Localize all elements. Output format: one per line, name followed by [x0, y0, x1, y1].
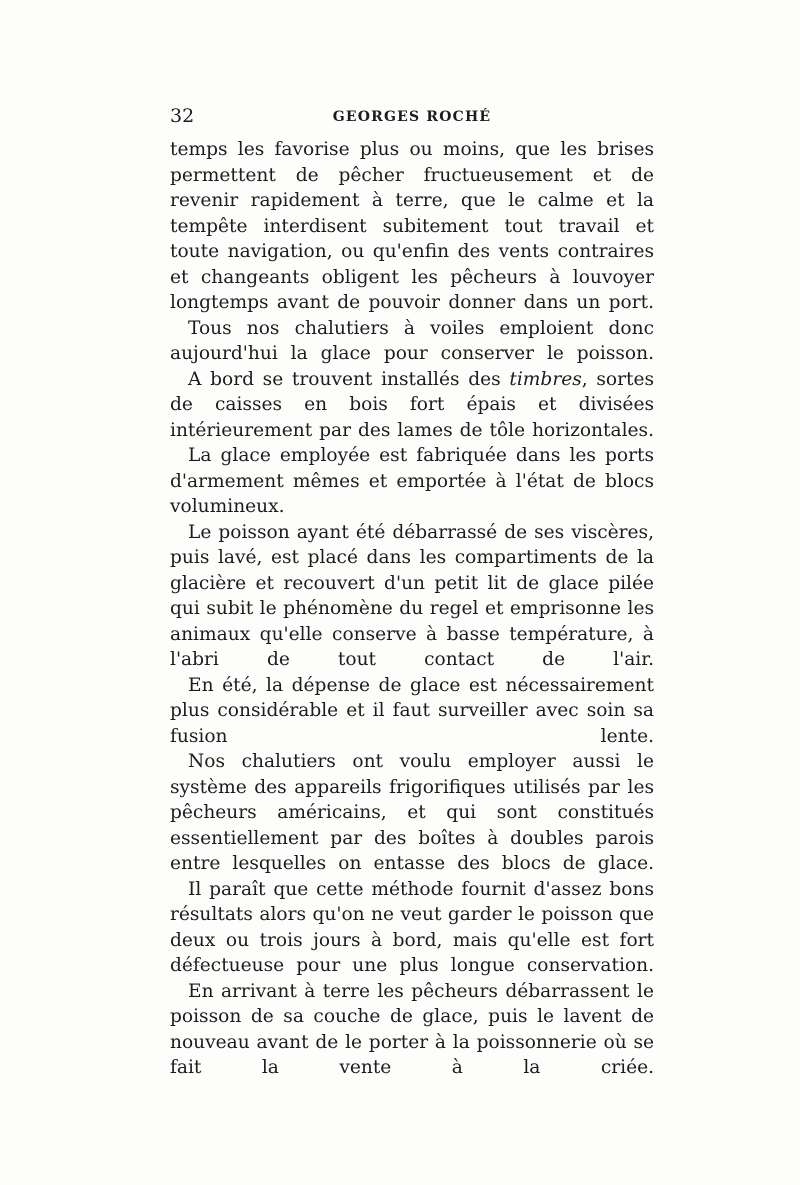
paragraph-4: La glace employée est fabriquée dans les ports d'armement mêmes et emportée à l'état de blocs volumineux.: [170, 445, 654, 517]
paragraph-6: En été, la dépense de glace est nécessairement plus considérable et il faut surveiller avec soin sa fusion lente.: [170, 674, 654, 747]
body-text: [170, 137, 654, 1081]
paragraph-9: En arrivant à terre les pêcheurs débarrassent le poisson de sa couche de glace, puis le lavent de nouveau avant de le porter à la poissonnerie où se fait la vente à la criée.: [170, 980, 654, 1078]
paragraph-8: Il paraît que cette méthode fournit d'assez bons résultats alors qu'on ne veut garder le poisson que deux ou trois jours à bord, mais qu'elle est fort défectueuse pour une plus longue conservation.: [170, 878, 654, 976]
paragraph-7: Nos chalutiers ont voulu employer aussi le système des appareils frigorifiques utilisés par les pêcheurs américains, et qui sont constitués essentiellement par des boîtes à doubles parois entre lesquelles on entasse des blocs de glace.: [170, 751, 654, 874]
paragraph-5: Le poisson ayant été débarrassé de ses viscères, puis lavé, est placé dans les compartiments de la glacière et recouvert d'un petit lit de glace pilée qui subit le phénomène du regel et emprisonne les animaux qu'elle conserve à basse température, à l'abri de tout contact de l'air.: [170, 521, 654, 670]
header-author: GEORGES ROCHÉ: [332, 109, 492, 125]
paragraph-3-after: , sortes de caisses en bois fort épais et divisées intérieurement par des lames de tôle horizontales.: [170, 368, 655, 441]
running-head: [170, 104, 654, 128]
paragraph-2: Tous nos chalutiers à voiles emploient donc aujourd'hui la glace pour conserver le poisson.: [170, 317, 654, 364]
print-specks: [176, 965, 216, 970]
term-timbres: timbres: [509, 368, 582, 390]
page-number: 32: [170, 105, 195, 127]
paragraph-1: temps les favorise plus ou moins, que les brises permettent de pêcher fructueusement et de revenir rapidement à terre, que le calme et la tempête interdisent subitement tout travail et toute navigation, ou qu'enfin des vents contraires et changeants obligent les pêcheurs à louvoyer longtemps avant de pouvoir donner dans un port.: [170, 139, 654, 313]
paragraph-3: [170, 367, 654, 444]
paragraph-3-before: A bord se trouvent installés des: [188, 368, 510, 390]
